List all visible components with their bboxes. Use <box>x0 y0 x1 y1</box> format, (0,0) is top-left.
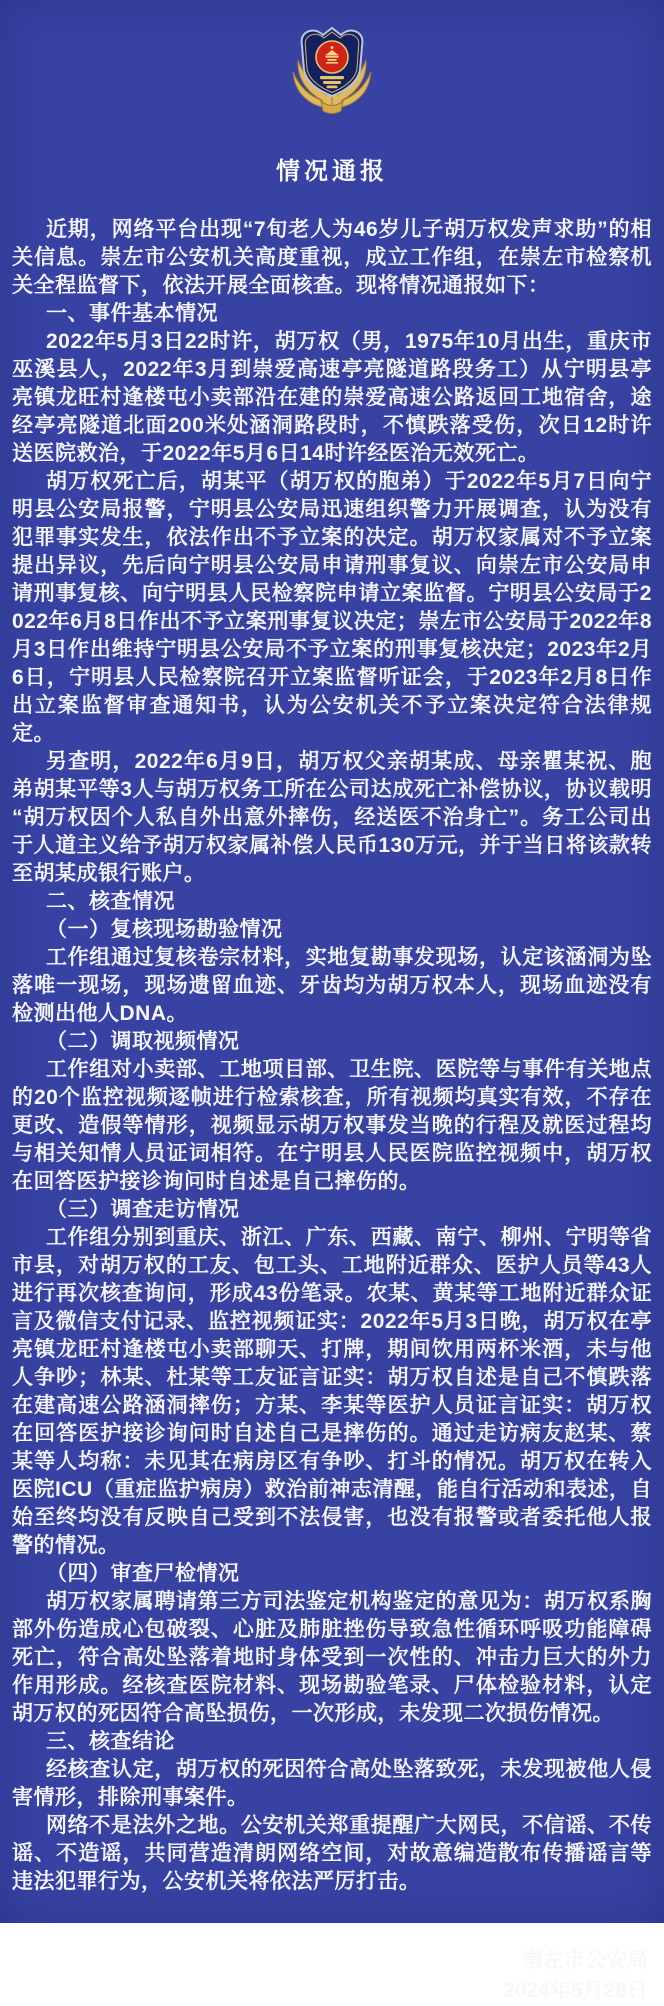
notice-header <box>0 0 664 186</box>
paragraph: 工作组分别到重庆、浙江、广东、西藏、南宁、柳州、宁明等省市县，对胡万权的工友、包工头、工地附近群众、医护人员等43人进行再次核查询问，形成43份笔录。农某、黄某等工地附近群众证言及微信支付记录、监控视频证实：2022年5月3日晚，胡万权在亭亮镇龙旺村逢楼屯小卖部聊天、打牌，期间饮用两杯米酒，未与他人争吵；林某、杜某等工友证言证实：胡万权自述是自己不慎跌落在建高速公路涵洞摔伤；方某、李某等医护人员证言证实：胡万权在回答医护接诊询问时自述自己是摔伤的。通过走访病友赵某、蔡某等人均称：未见其在病房区有争吵、打斗的情况。胡万权在转入医院ICU（重症监护病房）救治前神志清醒，能自行活动和表述，自始至终均没有反映自己受到不法侵害，也没有报警或者委托他人报警的情况。 <box>12 1226 652 1557</box>
section-heading: （一）复核现场勘验情况 <box>46 918 283 941</box>
paragraph: 近期，网络平台出现“7旬老人为46岁儿子胡万权发声求助”的相关信息。崇左市公安机关高度重视，成立工作组，在崇左市检察机关全程监督下，依法开展全面核查。现将情况通报如下： <box>12 218 652 297</box>
report-body <box>12 216 652 1896</box>
section-heading: 二、核查情况 <box>46 890 175 913</box>
section-heading: （二）调取视频情况 <box>46 1030 240 1053</box>
paragraph: 另查明，2022年6月9日，胡万权父亲胡某成、母亲瞿某祝、胞弟胡某平等3人与胡万权务工所在公司达成死亡补偿协议，协议载明“胡万权因个人私自外出意外摔伤，经送医不治身亡”。务工公司出于人道主义给予胡万权家属补偿人民币130万元，并于当日将该款转至胡某成银行账户。 <box>12 750 652 885</box>
paragraph: 经核查认定，胡万权的死因符合高处坠落致死，未发现被他人侵害情形，排除刑事案件。 <box>12 1758 652 1809</box>
police-badge-icon <box>285 24 379 114</box>
page-title: 情况通报 <box>276 158 388 185</box>
paragraph: 胡万权死亡后，胡某平（胡万权的胞弟）于2022年5月7日向宁明县公安局报警，宁明县公安局迅速组织警力开展调查，认为没有犯罪事实发生，依法作出不予立案的决定。胡万权家属对不予立案提出异议，先后向宁明县公安局申请刑事复议、向崇左市公安局申请刑事复核、向宁明县人民检察院申请立案监督。宁明县公安局于2022年6月8日作出不予立案刑事复议决定；崇左市公安局于2022年8月3日作出维持宁明县公安局不予立案的刑事复核决定；2023年2月6日，宁明县人民检察院召开立案监督听证会，于2023年2月8日作出立案监督审查通知书，认为公安机关不予立案决定符合法律规定。 <box>12 470 652 745</box>
paragraph: 胡万权家属聘请第三方司法鉴定机构鉴定的意见为：胡万权系胸部外伤造成心包破裂、心脏及肺脏挫伤导致急性循环呼吸功能障碍死亡，符合高处坠落着地时身体受到一次性的、冲击力巨大的外力作用形成。经核查医院材料、现场勘验笔录、尸体检验材料，认定胡万权的死因符合高坠损伤，一次形成，未发现二次损伤情况。 <box>12 1590 652 1725</box>
section-heading: （三）调查走访情况 <box>46 1198 240 1221</box>
signature-block <box>0 1946 648 2006</box>
paragraph: 工作组通过复核卷宗材料，实地复勘事发现场，认定该涵洞为坠落唯一现场，现场遗留血迹、牙齿均为胡万权本人，现场血迹没有检测出他人DNA。 <box>12 946 652 1025</box>
signature-date: 2024年5月28日 <box>503 1979 648 2002</box>
signature-agency: 崇左市公安局 <box>522 1949 648 1972</box>
paragraph: 2022年5月3日22时许，胡万权（男，1975年10月出生，重庆市巫溪县人，2022年3月到崇爱高速亭亮隧道路段务工）从宁明县亭亮镇龙旺村逢楼屯小卖部沿在建的崇爱高速公路返回工地宿舍，途经亭亮隧道北面200米处涵洞路段时，不慎跌落受伤，次日12时许送医院救治，于2022年5月6日14时许经医治无效死亡。 <box>12 330 652 465</box>
section-heading: 一、事件基本情况 <box>46 302 218 325</box>
paragraph: 网络不是法外之地。公安机关郑重提醒广大网民，不信谣、不传谣、不造谣，共同营造清朗网络空间，对故意编造散布传播谣言等违法犯罪行为，公安机关将依法严厉打击。 <box>12 1814 652 1893</box>
section-heading: 三、核查结论 <box>46 1730 175 1753</box>
section-heading: （四）审查尸检情况 <box>46 1562 240 1585</box>
paragraph: 工作组对小卖部、工地项目部、卫生院、医院等与事件有关地点的20个监控视频逐帧进行检索核查，所有视频均真实有效，不存在更改、造假等情形，视频显示胡万权事发当晚的行程及就医过程均与相关知情人员证词相符。在宁明县人民医院监控视频中，胡万权在回答医护接诊询问时自述是自己摔伤的。 <box>12 1058 652 1193</box>
